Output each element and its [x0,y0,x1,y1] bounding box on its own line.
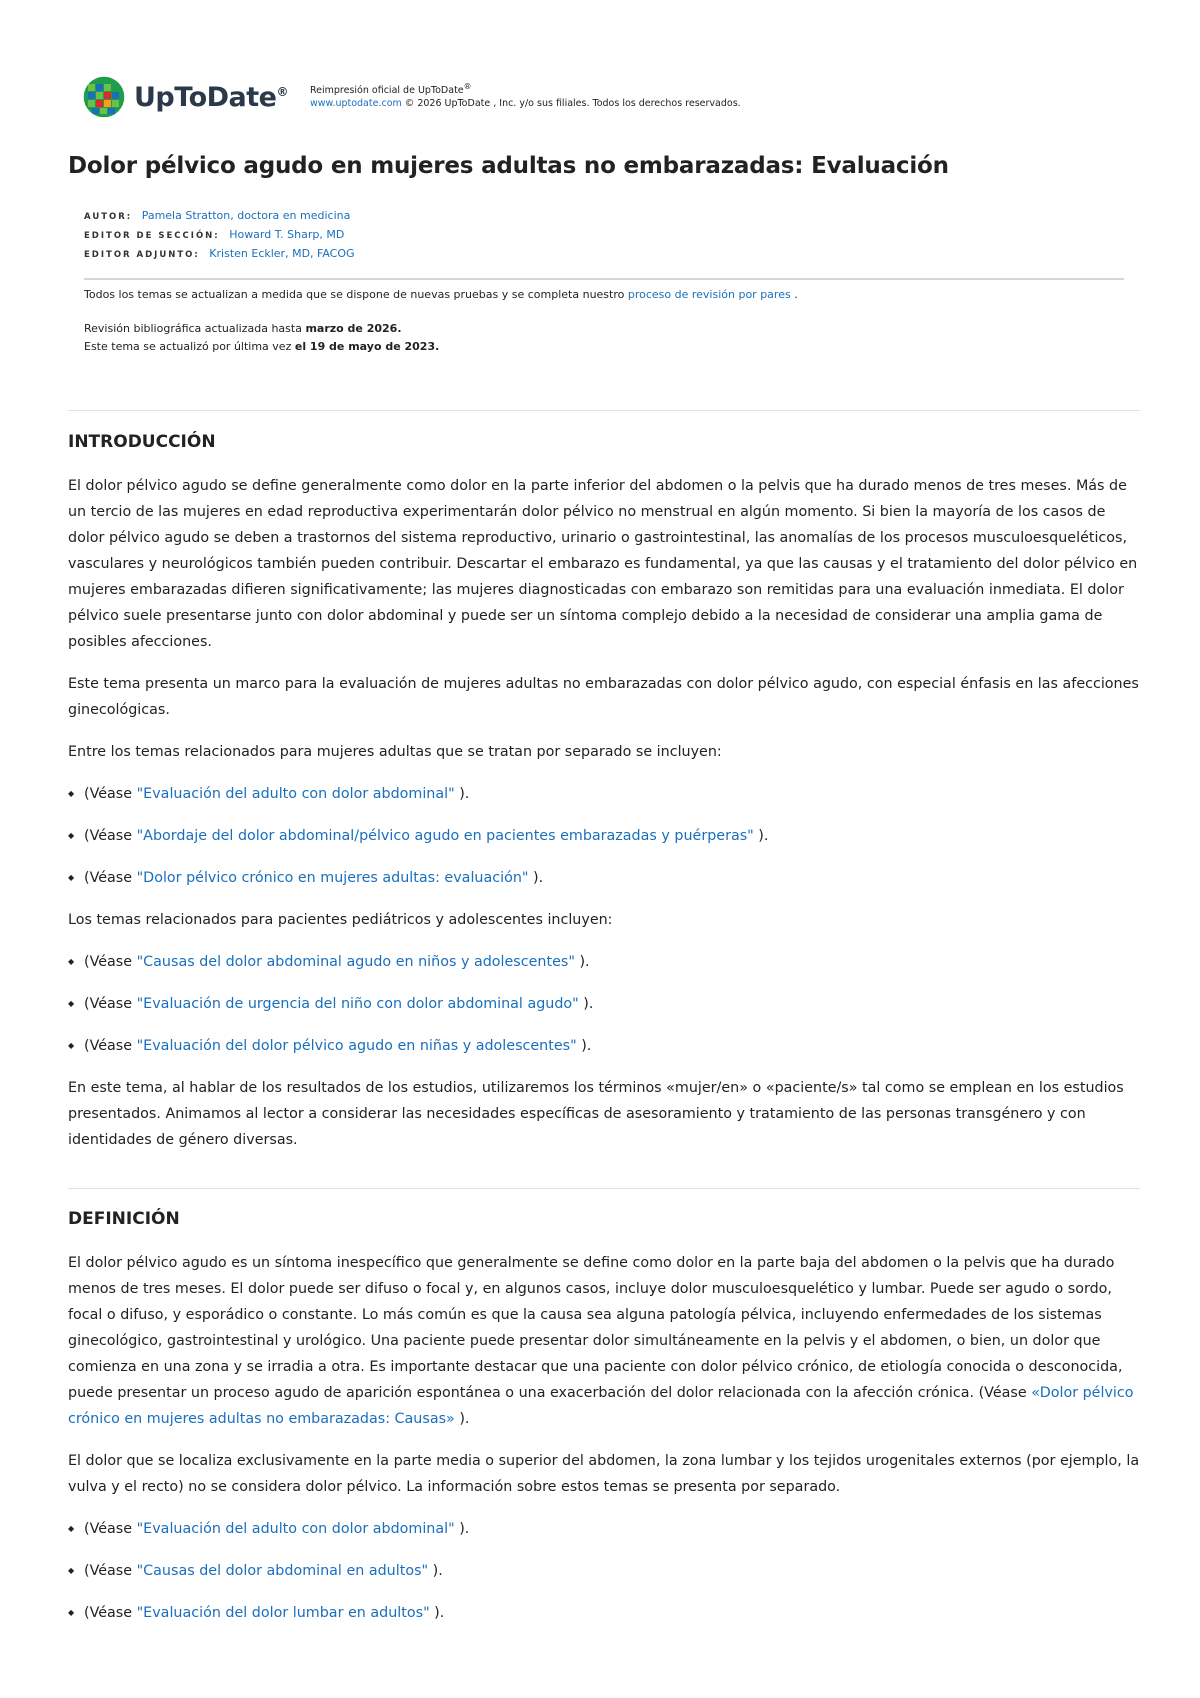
topic-link[interactable]: "Evaluación del dolor pélvico agudo en niñas y adolescentes" [136,1038,577,1054]
literature-review-label: Revisión bibliográfica actualizada hasta [84,322,302,335]
topic-link[interactable]: "Causas del dolor abdominal en adultos" [136,1563,429,1579]
section-divider [68,410,1140,411]
intro-paragraph: En este tema, al hablar de los resultados de los estudios, utilizaremos los términos «mujer/en» o «paciente/s» tal como se emplean en los estudios presentados. Animamos al lector a considerar las necesidades específicas de asesoramiento y tratamiento de las personas transgénero y con identidades de género diversas. [68,1080,1124,1148]
copyright-line: © 2026 UpToDate , Inc. y/o sus filiales. Todos los derechos reservados. [404,98,741,110]
uptodate-globe-icon [82,75,126,119]
divider [84,278,1124,280]
author-link[interactable]: Pamela Stratton, doctora en medicina [141,209,351,222]
list-item: ◆ (Véase "Evaluación del dolor pélvico agudo en niñas y adolescentes" ). [68,1033,1143,1059]
topic-link[interactable]: "Abordaje del dolor abdominal/pélvico agudo en pacientes embarazadas y puérperas" [136,828,754,844]
list-item: ◆ (Véase "Evaluación del adulto con dolor abdominal" ). [68,781,1143,807]
intro-paragraph: Este tema presenta un marco para la evaluación de mujeres adultas no embarazadas con dolor pélvico agudo, con especial énfasis en las afecciones ginecológicas. [68,676,1139,718]
uptodate-site-link[interactable]: www.uptodate.com [309,98,402,110]
list-item: ◆ (Véase "Causas del dolor abdominal agudo en niños y adolescentes" ). [68,949,1143,975]
author-role: AUTOR: [84,212,133,222]
last-updated-label: Este tema se actualizó por última vez [84,340,292,353]
list-item: ◆ (Véase "Evaluación del adulto con dolor abdominal" ). [68,1516,1143,1542]
section-editor-link[interactable]: Howard T. Sharp, MD [229,228,345,241]
intro-paragraph: Entre los temas relacionados para mujeres adultas que se tratan por separado se incluyen: [68,744,722,760]
topic-link[interactable]: "Dolor pélvico crónico en mujeres adultas: evaluación" [136,870,529,886]
reprint-header [82,72,741,122]
list-item: ◆ (Véase "Evaluación de urgencia del niño con dolor abdominal agudo" ). [68,991,1143,1017]
byline-section-editor [84,226,355,245]
uptodate-logo [82,75,288,119]
section-definicion [68,1250,1143,1642]
intro-paragraph: El dolor pélvico agudo se define generalmente como dolor en la parte inferior del abdomen o la pelvis que ha durado menos de tres meses. Más de un tercio de las mujeres en edad reproductiva experimentarán dolor pélvico no menstrual en algún momento. Si bien la mayoría de los casos de dolor pélvico agudo se deben a trastornos del sistema reproductivo, urinario o gastrointestinal, las anomalías de los procesos musculoesqueléticos, vasculares y neurológicos también pueden contribuir. Descartar el embarazo es fundamental, ya que las causas y el tratamiento del dolor pélvico en mujeres embarazadas difieren significativamente; las mujeres diagnosticadas con embarazo son remitidas para una evaluación inmediata. El dolor pélvico suele presentarse junto con dolor abdominal y puede ser un síntoma complejo debido a la necesidad de considerar una amplia gama de posibles afecciones. [68,478,1138,650]
reprint-line: Reimpresión oficial de UpToDate [309,85,464,97]
list-item: ◆ (Véase "Abordaje del dolor abdominal/pélvico agudo en pacientes embarazadas y puérperas" ). [68,823,1143,849]
list-item: ◆ (Véase "Causas del dolor abdominal en adultos" ). [68,1558,1143,1584]
intro-paragraph: Los temas relacionados para pacientes pediátricos y adolescentes incluyen: [68,912,613,928]
related-topics-peds-list [68,949,1143,1059]
topic-link[interactable]: "Evaluación del adulto con dolor abdominal" [136,1521,455,1537]
section-heading-introduccion: INTRODUCCIÓN [68,432,216,452]
byline-author [84,207,355,226]
topic-link[interactable]: "Evaluación del adulto con dolor abdominal" [136,786,455,802]
topic-link[interactable]: «Dolor pélvico crónico en mujeres adultas no embarazadas: Causas» [68,1385,1134,1427]
peer-review-link[interactable]: proceso de revisión por pares [627,288,791,301]
deputy-editor-role: EDITOR ADJUNTO: [84,250,200,260]
byline-deputy-editor [84,245,355,264]
topic-link[interactable]: "Evaluación del dolor lumbar en adultos" [136,1605,430,1621]
section-editor-role: EDITOR DE SECCIÓN: [84,231,220,241]
deputy-editor-link[interactable]: Kristen Eckler, MD, FACOG [209,247,355,260]
revision-info [84,320,439,356]
byline [84,207,355,264]
section-introduccion [68,473,1143,1169]
definition-paragraph: El dolor que se localiza exclusivamente en la parte media o superior del abdomen, la zona lumbar y los tejidos urogenitales externos (por ejemplo, la vulva y el recto) no se considera dolor pélvico. La información sobre estos temas se presenta por separado. [68,1453,1140,1495]
section-heading-definicion: DEFINICIÓN [68,1209,180,1229]
reprint-notice: Reimpresión oficial de UpToDate® www.uptodate.com © 2026 UpToDate , Inc. y/o sus filiales. Todos los derechos reservados. [309,81,741,110]
literature-review-date: marzo de 2026. [305,322,402,335]
related-topics-adult-list [68,781,1143,891]
definition-paragraph: El dolor pélvico agudo es un síntoma inespecífico que generalmente se define como dolor en la parte baja del abdomen o la pelvis que ha durado menos de tres meses. El dolor puede ser difuso o focal y, en algunos casos, incluye dolor musculoesquelético y lumbar. Puede ser agudo o sordo, focal o difuso, y esporádico o constante. Lo más común es que la causa sea alguna patología pélvica, incluyendo enfermedades de los sistemas ginecológico, gastrointestinal y urológico. Una paciente puede presentar dolor simultáneamente en la pelvis y el abdomen, o bien, un dolor que comienza en una zona y se irradia a otra. Es importante destacar que una paciente con dolor pélvico crónico, de etiología conocida o desconocida, puede presentar un proceso agudo de aparición espontánea o una exacerbación del dolor relacionada con la afección crónica. (Véase «Dolor pélvico crónico en mujeres adultas no embarazadas: Causas» ). [68,1255,1134,1427]
update-notice-text: Todos los temas se actualizan a medida que se dispone de nuevas pruebas y se completa nuestro [84,288,625,301]
last-updated-date: el 19 de mayo de 2023. [294,340,440,353]
related-topics-definition-list [68,1516,1143,1626]
update-notice-suffix: . [794,288,798,301]
topic-link[interactable]: "Evaluación de urgencia del niño con dolor abdominal agudo" [136,996,579,1012]
section-divider [68,1188,1140,1189]
page-title: Dolor pélvico agudo en mujeres adultas no embarazadas: Evaluación [68,153,949,179]
list-item: ◆ (Véase "Dolor pélvico crónico en mujeres adultas: evaluación" ). [68,865,1143,891]
update-notice [84,288,798,301]
topic-link[interactable]: "Causas del dolor abdominal agudo en niños y adolescentes" [136,954,575,970]
list-item: ◆ (Véase "Evaluación del dolor lumbar en adultos" ). [68,1600,1143,1626]
brand-name: UpToDate® [134,81,288,113]
